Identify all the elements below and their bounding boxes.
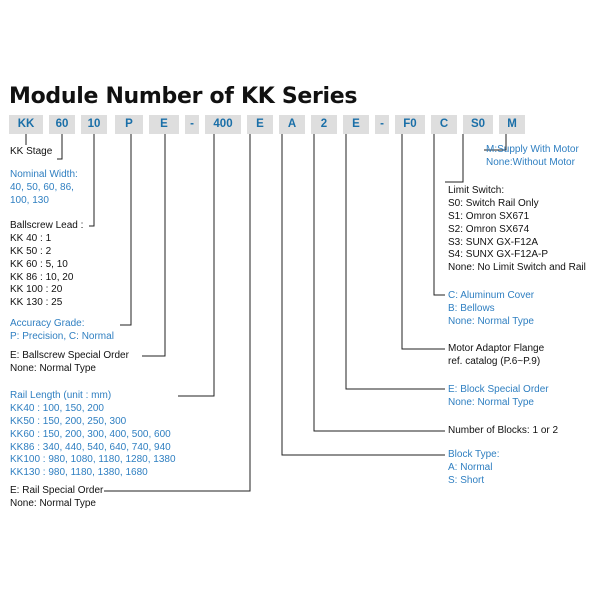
code-segment-cover: C xyxy=(431,115,457,134)
motor-line: None:Without Motor xyxy=(486,156,575,168)
block-special-line: None: Normal Type xyxy=(448,396,534,408)
rail-length-line: KK60 : 150, 200, 300, 400, 500, 600 xyxy=(10,428,171,440)
nominal-width-line: 100, 130 xyxy=(10,194,49,206)
block-type-line: S: Short xyxy=(448,474,485,486)
code-segment-rail-special: E xyxy=(247,115,273,134)
connector-rail-length xyxy=(178,134,214,396)
code-segment-accuracy: P xyxy=(115,115,143,134)
cover-line: B: Bellows xyxy=(448,302,495,314)
limit-switch-line: S1: Omron SX671 xyxy=(448,210,530,222)
limit-switch-line: S0: Switch Rail Only xyxy=(448,197,539,209)
ballscrew-lead-label: Ballscrew Lead : xyxy=(10,220,84,231)
code-segment-dash: - xyxy=(185,115,199,134)
code-segment-width: 60 xyxy=(49,115,75,134)
accuracy-grade-value: P: Precision, C: Normal xyxy=(10,330,114,342)
code-segment-blocks: 2 xyxy=(311,115,337,134)
block-special-block xyxy=(448,384,549,410)
code-segment-block-special: E xyxy=(343,115,369,134)
rail-length-line: KK86 : 340, 440, 540, 640, 740, 940 xyxy=(10,441,171,453)
motor-adaptor-block xyxy=(448,343,544,369)
code-segment-ballscrew-special: E xyxy=(149,115,179,134)
code-segment-motor: M xyxy=(499,115,525,134)
connector-limit-switch xyxy=(445,134,463,182)
number-of-blocks-label: Number of Blocks: 1 or 2 xyxy=(448,425,559,436)
motor-adaptor-line: ref. catalog (P.6~P.9) xyxy=(448,355,541,367)
connector-block-special xyxy=(346,134,445,389)
code-segment-lead: 10 xyxy=(81,115,107,134)
ballscrew-lead-line: KK 86 : 10, 20 xyxy=(10,271,74,283)
rail-length-label: Rail Length (unit : mm) xyxy=(10,390,112,401)
limit-switch-line: S3: SUNX GX-F12A xyxy=(448,236,539,248)
code-segment-block-type: A xyxy=(279,115,305,134)
block-type-label: Block Type: xyxy=(448,449,500,460)
nominal-width-block xyxy=(10,169,78,208)
connector-nominal-width xyxy=(57,134,62,159)
code-segment-stage: KK xyxy=(9,115,43,134)
kk-stage-label: KK Stage xyxy=(10,146,53,157)
ballscrew-lead-line: KK 40 : 1 xyxy=(10,232,52,244)
cover-line: None: Normal Type xyxy=(448,315,534,327)
cover-line: C: Aluminum Cover xyxy=(448,290,535,301)
nominal-width-label: Nominal Width: xyxy=(10,169,78,180)
connector-accuracy xyxy=(120,134,131,325)
limit-switch-line: None: No Limit Switch and Rail xyxy=(448,262,586,274)
rail-length-block xyxy=(10,390,176,480)
ballscrew-lead-block xyxy=(10,220,83,310)
diagram-title: Module Number of KK Series xyxy=(9,84,358,109)
module-code-bar xyxy=(9,115,515,134)
kk-stage-block xyxy=(10,146,52,159)
rail-length-line: KK40 : 100, 150, 200 xyxy=(10,402,104,414)
motor-block xyxy=(486,144,579,170)
accuracy-grade-block xyxy=(10,318,114,344)
block-special-line: E: Block Special Order xyxy=(448,384,549,395)
motor-adaptor-line: Motor Adaptor Flange xyxy=(448,343,545,354)
cover-block xyxy=(448,290,534,329)
ballscrew-lead-line: KK 100 : 20 xyxy=(10,284,63,296)
connector-adaptor xyxy=(402,134,445,349)
code-segment-rail-length: 400 xyxy=(205,115,241,134)
code-segment-dash: - xyxy=(375,115,389,134)
limit-switch-block xyxy=(448,185,586,275)
limit-switch-line: S2: Omron SX674 xyxy=(448,223,530,235)
accuracy-grade-label: Accuracy Grade: xyxy=(10,318,85,329)
rail-special-block xyxy=(10,485,103,511)
rail-length-line: KK100 : 980, 1080, 1180, 1280, 1380 xyxy=(10,454,176,466)
ballscrew-lead-line: KK 60 : 5, 10 xyxy=(10,258,68,270)
rail-special-label: E: Rail Special Order xyxy=(10,485,104,496)
nominal-width-line: 40, 50, 60, 86, xyxy=(10,181,74,193)
ballscrew-special-block xyxy=(10,350,129,376)
rail-length-line: KK130 : 980, 1180, 1380, 1680 xyxy=(10,467,148,479)
connector-block-type xyxy=(282,134,445,455)
ballscrew-lead-line: KK 50 : 2 xyxy=(10,245,52,257)
limit-switch-line: S4: SUNX GX-F12A-P xyxy=(448,249,549,261)
block-type-line: A: Normal xyxy=(448,461,493,473)
connector-cover xyxy=(434,134,445,295)
ballscrew-special-label: E: Ballscrew Special Order xyxy=(10,350,129,361)
code-segment-limit-switch: S0 xyxy=(463,115,493,134)
limit-switch-label: Limit Switch: xyxy=(448,185,505,196)
motor-line: M:Supply With Motor xyxy=(486,144,579,155)
code-segment-adaptor: F0 xyxy=(395,115,425,134)
number-of-blocks-block xyxy=(448,425,558,438)
connector-ballscrew-special xyxy=(142,134,165,356)
connector-ballscrew-lead xyxy=(89,134,94,226)
rail-length-line: KK50 : 150, 200, 250, 300 xyxy=(10,415,127,427)
ballscrew-special-value: None: Normal Type xyxy=(10,362,96,374)
connector-blocks xyxy=(314,134,445,431)
ballscrew-lead-line: KK 130 : 25 xyxy=(10,297,63,309)
rail-special-value: None: Normal Type xyxy=(10,497,96,509)
block-type-block xyxy=(448,449,500,488)
